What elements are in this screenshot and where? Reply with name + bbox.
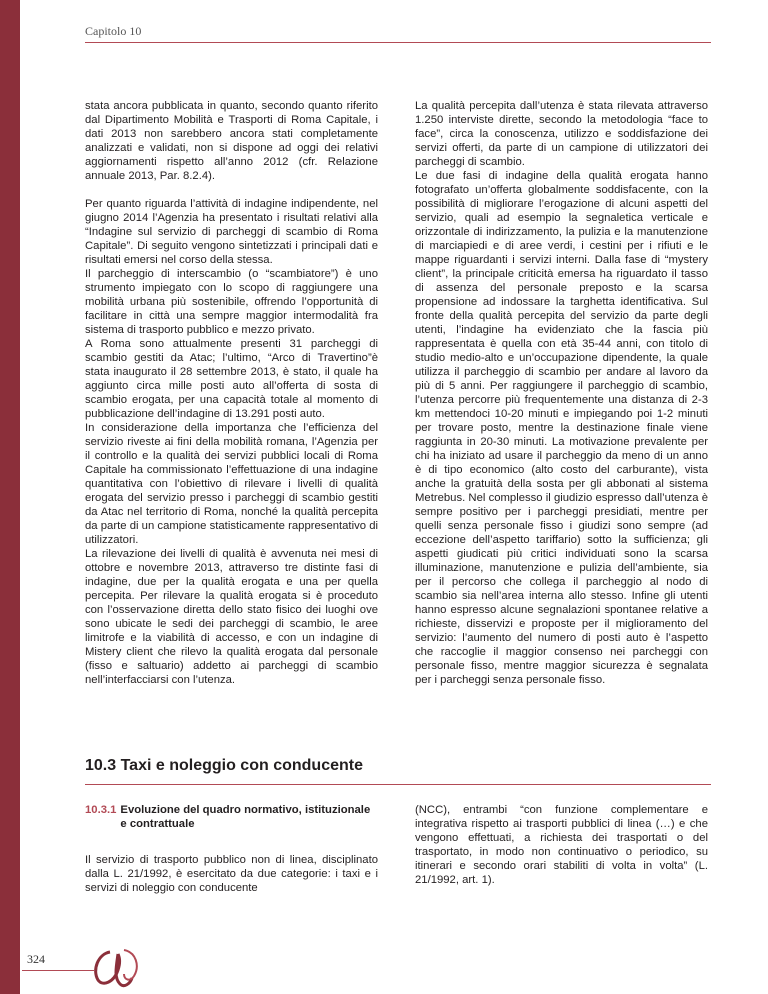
subsection-number: 10.3.1: [85, 804, 117, 816]
page-number: 324: [27, 952, 45, 966]
header-rule: [85, 42, 711, 43]
agency-logo-icon: [90, 944, 142, 990]
paragraph: Per quanto riguarda l’attività di indagine indipendente, nel giugno 2014 l’Agenzia ha presentato i risultati relativi alla “Indagine sul servizio di parcheggi di scambio di Roma Capitale”. Di seguito vengono sintetizzati i principali dati e risultati emersi nel corso della stessa.: [85, 198, 378, 266]
section-rule: [85, 784, 711, 785]
paragraph: (NCC), entrambi “con funzione complementare e integrativa rispetto ai trasporti pubblici di linea (…) e che vengono effettuati, a richiesta dei trasportati o del trasportato, in modo non continuativo o periodico, su itinerari e secondo orari stabiliti di volta in volta” (L. 21/1992, art. 1).: [415, 804, 708, 886]
paragraph: La rilevazione dei livelli di qualità è avvenuta nei mesi di ottobre e novembre 2013, attraverso tre distinte fasi di indagine, due per la qualità erogata e una per quella percepita. Per rilevare la qualità erogata si è proceduto con l’osservazione diretta dello stato fisico dei luoghi ove sono ubicate le sedi dei parcheggi di scambio, le aree limitrofe e la viabilità di accesso, e con un indagine di Mistery client che rilevo la qualità erogata dal personale (fisso e saltuario) addetto ai parcheggi di scambio nell’interfacciarsi con l’utenza.: [85, 548, 378, 686]
left-column: [85, 99, 378, 687]
section-right-column: [415, 803, 708, 887]
section-left-column: [85, 853, 378, 895]
subsection-title: Evoluzione del quadro normativo, istituzionale e contrattuale: [120, 804, 371, 830]
chapter-label: Capitolo 10: [85, 24, 142, 38]
paragraph: Il servizio di trasporto pubblico non di linea, disciplinato dalla L. 21/1992, è esercitato da due categorie: i taxi e i servizi di noleggio con conducente: [85, 854, 378, 894]
subsection-heading: [85, 803, 378, 831]
paragraph: stata ancora pubblicata in quanto, secondo quanto riferito dal Dipartimento Mobilità e Trasporti di Roma Capitale, i dati 2013 non sarebbero ancora stati completamente analizzati e validati, non si dispone ad oggi dei relativi aggiornamenti rispetto all’anno 2012 (cfr. Relazione annuale 2013, Par. 8.2.4).: [85, 100, 378, 182]
paragraph: A Roma sono attualmente presenti 31 parcheggi di scambio gestiti da Atac; l’ultimo, “Arco di Travertino”è stata inaugurato il 28 settembre 2013, è stato, il quale ha aggiunto circa mille posti auto all’offerta di sosta di scambio erogata, per una capacità totale al momento di pubblicazione dell’indagine di 13.291 posti auto.: [85, 338, 378, 420]
sidebar-accent-bar: [0, 0, 20, 994]
paragraph: In considerazione della importanza che l’efficienza del servizio riveste ai fini della mobilità romana, l’Agenzia per il controllo e la qualità dei servizi pubblici locali di Roma Capitale ha commissionato l’effettuazione di una indagine quantitativa con l’obiettivo di rilevare i livelli di qualità erogata del servizio presso i parcheggi di scambio gestiti da Atac nel territorio di Roma, nonché la qualità percepita da parte di un campione statisticamente rappresentativo di utilizzatori.: [85, 422, 378, 546]
footer-rule: [22, 970, 94, 971]
paragraph: Le due fasi di indagine della qualità erogata hanno fotografato un’offerta globalmente soddisfacente, con la possibilità di migliorare l’erogazione di alcuni aspetti del servizio, quali ad esempio la segnaletica verticale e orizzontale di indirizzamento, la pulizia e la manutenzione di marciapiedi e di aree verdi, i cestini per i rifiuti e le mappe riguardanti i servizi interni. Dalla fase di “mystery client”, la principale criticità emersa ha riguardato il tasso di assenza del personale preposto e la scarsa propensione ad indossare la targhetta identificativa. Sul fronte della qualità percepita del servizio da parte degli utenti, l’indagine ha evidenziato che la fascia più rappresentata è quella con età 35-44 anni, con titolo di studio medio-alto e un’occupazione dipendente, la quale utilizza il parcheggio di scambio per andare al lavoro da più di 5 anni. Per raggiungere il parcheggio di scambio, l’utenza percorre più frequentemente una distanza di 2-3 km mettendoci 10-20 minuti e impiegando poi 1-2 minuti per trovare posto, mentre la destinazione finale viene raggiunta in 20-30 minuti. La motivazione prevalente per chi ha iniziato ad usare il parcheggio da meno di un anno è di tipo economico (alto costo del carburante), vista anche la gratuità della sosta per gli abbonati al sistema Metrebus. Nel complesso il giudizio espresso dall’utenza è sempre positivo per i parcheggi presidiati, mentre per quelli senza personale fisso i giudizi sono sempre (ad eccezione dell’aspetto tariffario) sotto la sufficienza; gli aspetti giudicati più critici individuati sono la scarsa illuminazione, manutenzione e pulizia dell’ambiente, sia per il percorso che collega il parcheggio al nodo di scambio sia nell’area interna allo stesso. Infine gli utenti hanno espresso alcune segnalazioni spontanee relative a richieste, disservizi e proposte per il miglioramento del servizio: l’aumento del numero di posti auto è l’aspetto che raccoglie il maggior consenso nei parcheggi con personale fisso, mentre maggior sicurezza è segnalata per i parcheggi senza personale fisso.: [415, 170, 708, 686]
paragraph: La qualità percepita dall’utenza è stata rilevata attraverso 1.250 interviste dirette, secondo la metodologia “face to face”, circa la conoscenza, utilizzo e soddisfazione dei servizi offerti, da parte di un campione di utilizzatori dei parcheggi di scambio.: [415, 100, 708, 168]
paragraph: Il parcheggio di interscambio (o “scambiatore”) è uno strumento impiegato con lo scopo di raggiungere una mobilità urbana più sostenibile, offrendo l’opportunità di facilitare in città una sempre maggior intermodalità fra sistema di trasporto pubblico e mezzo privato.: [85, 268, 378, 336]
right-column: [415, 99, 708, 687]
section-title: 10.3 Taxi e noleggio con conducente: [85, 757, 363, 774]
